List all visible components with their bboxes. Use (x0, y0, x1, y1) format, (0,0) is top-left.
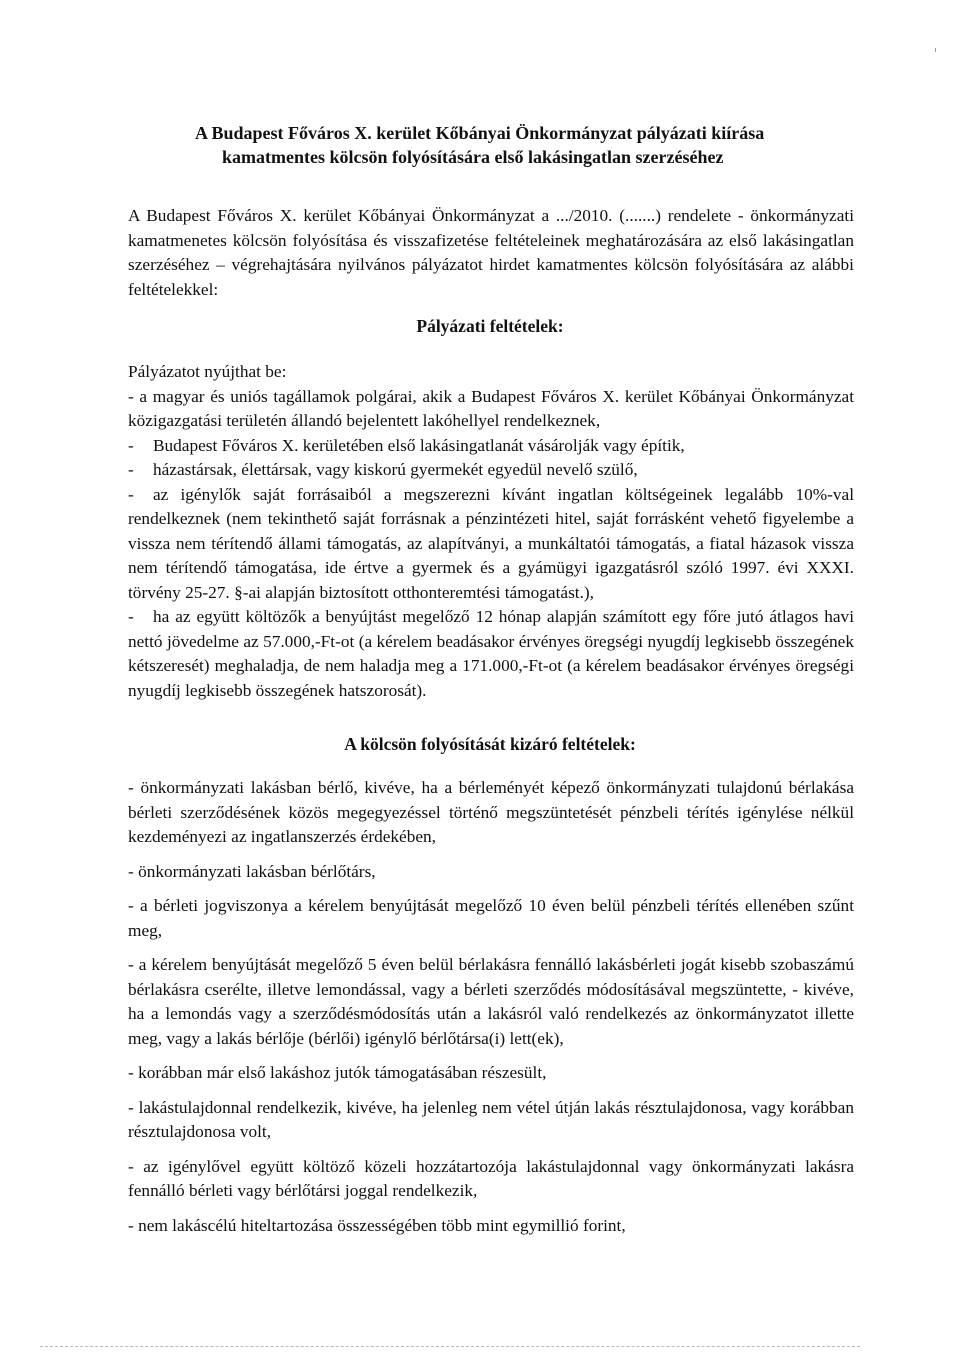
condition-item-5: ha az együtt költözők a benyújtást megelőző 12 hónap alapján számított egy főre jutó átlagos havi nettó jövedelme az 57.000,-Ft-ot (a kérelem beadásakor érvényes öregségi nyugdíj legkisebb összegének kétszeresét) meghaladja, de nem haladja meg a 171.000,-Ft-ot (a kérelem beadásakor érvényes öregségi nyugdíj legkisebb összegének hatszorosát). (128, 607, 854, 700)
scan-bottom-edge (40, 1346, 860, 1348)
list-item: - korábban már első lakáshoz jutók támogatásában részesült, (128, 1063, 547, 1082)
condition-item-3: házastársak, élettársak, vagy kiskorú gyermekét egyedül nevelő szülő, (153, 460, 638, 479)
conditions-heading: Pályázati feltételek: (416, 316, 564, 336)
exclusion-item-1: önkormányzati lakásban bérlő, kivéve, ha a bérleményét képező önkormányzati tulajdonú bérlakása bérleti szerződésének közös megegyezéssel történő megszüntetését pénzbeli térítés igénylése nélkül kezdeményezi az ingatlanszerzés érdekében, (128, 778, 854, 846)
conditions-list (128, 360, 854, 703)
exclusion-item-7: az igénylővel együtt költöző közeli hozzátartozója lakástulajdonnal vagy önkormányzati lakásra fennálló bérleti vagy bérlőtársi joggal rendelkezik, (128, 1156, 855, 1200)
list-item: - önkormányzati lakásban bérlő, kivéve, ha a bérleményét képező önkormányzati tulajdonú bérlakása bérleti szerződésének közös megegyezéssel történő megszüntetését pénzbeli térítés igénylése nélkül kezdeményezi az ingatlanszerzés érdekében, (128, 778, 854, 846)
document-title-line2: kamatmentes kölcsön folyósítására első lakásingatlan szerzéséhez (222, 147, 724, 167)
list-item: - az igénylők saját forrásaiból a megszerezni kívánt ingatlan költségeinek legalább 10%-val rendelkeznek (nem tekinthető saját forrásnak a pénzintézeti hitel, saját forrásként vehető figyelembe a vissza nem térítendő állami támogatás, az alapítványi, a munkáltatói támogatás, a fiatal házasok vissza nem térítendő támogatása, ide értve a gyermek és a gyámügyi igazgatásról szóló 1997. évi XXXI. törvény 25-27. §-ai alapján biztosított otthonteremtési támogatást.), (128, 484, 854, 602)
exclusion-item-6: lakástulajdonnal rendelkezik, kivéve, ha jelenleg nem vétel útján lakás résztulajdonosa, vagy korábban résztulajdonosa volt, (128, 1097, 854, 1141)
list-item: - nem lakáscélú hiteltartozása összességében több mint egymillió forint, (128, 1215, 626, 1235)
intro-paragraph (128, 204, 854, 302)
exclusions-heading: A kölcsön folyósítását kizáró feltételek: (344, 734, 636, 754)
condition-item-4: az igénylők saját forrásaiból a megszerezni kívánt ingatlan költségeinek legalább 10%-val rendelkeznek (nem tekinthető saját forrásnak a pénzintézeti hitel, saját forrásként vehető figyelembe a vissza nem térítendő állami támogatás, az alapítványi, a munkáltatói támogatás, a fiatal házasok vissza nem térítendő támogatása, ide értve a gyermek és a gyámügyi igazgatásról szóló 1997. évi XXXI. törvény 25-27. §-ai alapján biztosított otthonteremtési támogatást.), (128, 484, 854, 602)
exclusion-item-2: önkormányzati lakásban bérlőtárs, (138, 861, 376, 881)
exclusion-item-5: korábban már első lakáshoz jutók támogatásában részesült, (138, 1063, 547, 1082)
condition-item-2: Budapest Főváros X. kerületében első lakásingatlanát vásárolják vagy építik, (153, 435, 685, 455)
scan-mark (935, 48, 936, 52)
list-item: - a bérleti jogviszonya a kérelem benyújtását megelőző 10 éven belül pénzbeli térítés ellenében szűnt meg, (128, 896, 854, 940)
exclusion-item-4: a kérelem benyújtását megelőző 5 éven belül bérlakásra fennálló lakásbérleti jogát kisebb szobaszámú bérlakásra cserélte, illetve lemondással, vagy a bérleti szerződés módosításával megszüntette, - kivéve, ha a lemondás vagy a szerződésmódosítás után a lakásról való rendelkezés az önkormányzatot illette meg, vagy a lakás bérlője (bérlői) igénylő bérlőtársa(i) lett(ek), (128, 955, 855, 1048)
document-title-line1: A Budapest Főváros X. kerület Kőbányai Önkormányzat pályázati kiírása (195, 123, 765, 143)
list-item: - a kérelem benyújtását megelőző 5 éven belül bérlakásra fennálló lakásbérleti jogát kisebb szobaszámú bérlakásra cserélte, illetve lemondással, vagy a bérleti szerződés módosításával megszüntette, - kivéve, ha a lemondás vagy a szerződésmódosítás után a lakásról való rendelkezés az önkormányzatot illette meg, vagy a lakás bérlője (bérlői) igénylő bérlőtársa(i) lett(ek), (128, 955, 855, 1048)
list-item: - házastársak, élettársak, vagy kiskorú gyermekét egyedül nevelő szülő, (128, 460, 638, 479)
list-item: - ha az együtt költözők a benyújtást megelőző 12 hónap alapján számított egy főre jutó átlagos havi nettó jövedelme az 57.000,-Ft-ot (a kérelem beadásakor érvényes öregségi nyugdíj legkisebb összegének kétszeresét) meghaladja, de nem haladja meg a 171.000,-Ft-ot (a kérelem beadásakor érvényes öregségi nyugdíj legkisebb összegének hatszorosát). (128, 607, 854, 700)
list-item: - lakástulajdonnal rendelkezik, kivéve, ha jelenleg nem vétel útján lakás résztulajdonosa, vagy korábban résztulajdonosa volt, (128, 1097, 854, 1141)
list-item: - az igénylővel együtt költöző közeli hozzátartozója lakástulajdonnal vagy önkormányzati lakásra fennálló bérleti vagy bérlőtársi joggal rendelkezik, (128, 1156, 855, 1200)
conditions-lead: Pályázatot nyújthat be: (128, 362, 287, 381)
intro-text: A Budapest Főváros X. kerület Kőbányai Önkormányzat a .../2010. (.......) rendelete - önkormányzati kamatmenetes kölcsön folyósítása és visszafizetése feltételeinek meghatározására az első lakásingatlan szerzéséhez – végrehajtására nyilvános pályázatot hirdet kamatmentes kölcsön folyósítására az alábbi feltételekkel: (128, 206, 854, 299)
exclusion-item-3: a bérleti jogviszonya a kérelem benyújtását megelőző 10 éven belül pénzbeli térítés ellenében szűnt meg, (128, 896, 854, 940)
exclusions-list (128, 776, 854, 1248)
exclusion-item-8: nem lakáscélú hiteltartozása összességében több mint egymillió forint, (138, 1215, 626, 1235)
list-item: - Budapest Főváros X. kerületében első lakásingatlanát vásárolják vagy építik, (128, 435, 685, 455)
condition-item-1: a magyar és uniós tagállamok polgárai, akik a Budapest Főváros X. kerület Kőbányai Önkormányzat közigazgatási területén állandó bejelentett lakóhellyel rendelkeznek, (128, 386, 854, 430)
list-item: - önkormányzati lakásban bérlőtárs, (128, 861, 376, 881)
list-item: - a magyar és uniós tagállamok polgárai, akik a Budapest Főváros X. kerület Kőbányai Önkormányzat közigazgatási területén állandó bejelentett lakóhellyel rendelkeznek, (128, 386, 854, 430)
